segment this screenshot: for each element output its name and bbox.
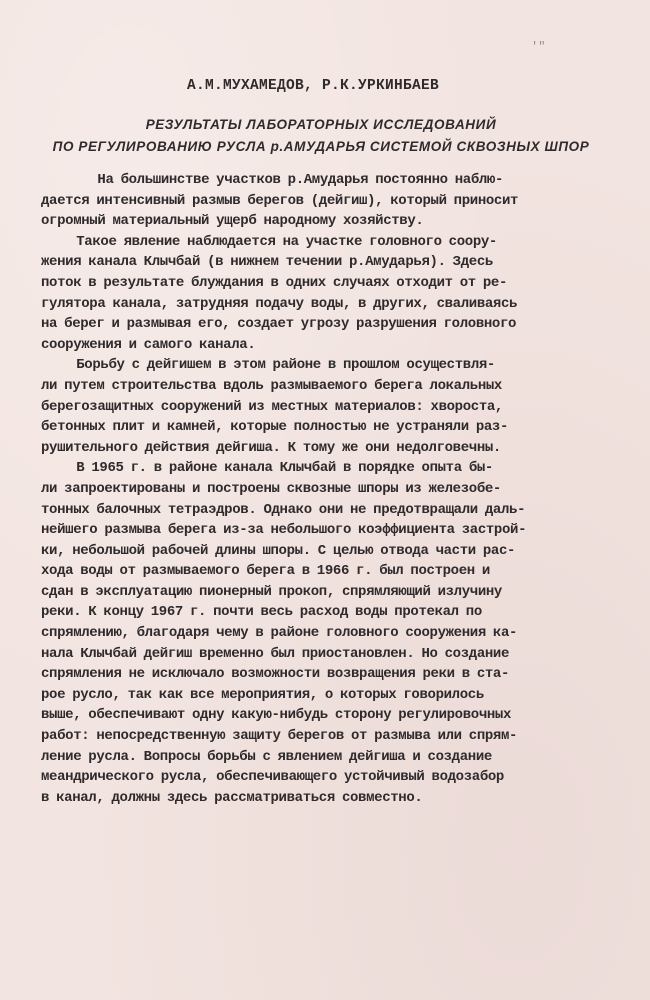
text-line: жения канала Клычбай (в нижнем течении р.Амударья). Здесь: [41, 254, 493, 271]
text-line: спрямлению, благодаря чему в районе головного сооружения ка-: [41, 625, 518, 642]
text-line: нейшего размыва берега из-за небольшого коэффициента застрой-: [41, 522, 527, 539]
text-line: рое русло, так как все мероприятия, о которых говорилось: [41, 686, 484, 703]
authors: А.М.МУХАМЕДОВ, Р.К.УРКИНБАЕВ: [186, 78, 440, 94]
text-line: ли запроектированы и построены сквозные шпоры из железобе-: [41, 480, 501, 497]
text-line: выше, обеспечивают одну какую-нибудь сторону регулировочных: [41, 707, 512, 724]
text-line: в канал, должны здесь рассматриваться совместно.: [41, 789, 423, 806]
text-line: гулятора канала, затрудняя подачу воды, в других, сваливаясь: [41, 295, 518, 312]
corner-mark: '": [531, 40, 546, 54]
text-line: сооружения и самого канала.: [41, 336, 256, 353]
text-line: хода воды от размываемого берега в 1966 г. был построен и: [41, 563, 490, 580]
text-line: Такое явление наблюдается на участке головного соору-: [41, 233, 497, 250]
text-line: рушительного действия дейгиша. К тому же они недолговечны.: [41, 439, 501, 456]
text-line: работ: непосредственную защиту берегов от размыва или спрям-: [41, 728, 518, 745]
text-line: дается интенсивный размыв берегов (дейгиш), который приносит: [41, 192, 519, 209]
text-line: ли путем строительства вдоль размываемого берега локальных: [41, 377, 502, 394]
text-line: ление русла. Вопросы борьбы с явлением дейгиша и создание: [41, 748, 492, 765]
document-title: [0, 114, 646, 158]
text-line: бетонных плит и камней, которые полностью не устраняли раз-: [41, 419, 509, 436]
text-line: На большинстве участков р.Амударья постоянно наблю-: [41, 172, 504, 188]
text-line: огромный материальный ущерб народному хозяйству.: [41, 213, 424, 230]
text-line: В 1965 г. в районе канала Клычбай в порядке опыта бы-: [41, 460, 493, 477]
text-line: на берег и размывая его, создает угрозу разрушения головного: [41, 316, 517, 333]
title-line: ПО РЕГУЛИРОВАНИЮ РУСЛА р.АМУДАРЬЯ СИСТЕМОЙ СКВОЗНЫХ ШПОР: [52, 139, 590, 154]
text-line: Борьбу с дейгишем в этом районе в прошлом осуществля-: [41, 357, 495, 374]
text-line: реки. К концу 1967 г. почти весь расход воды протекал по: [41, 604, 482, 621]
text-line: нала Клычбай дейгиш временно был приостановлен. Но создание: [41, 645, 510, 662]
title-line: РЕЗУЛЬТАТЫ ЛАБОРАТОРНЫХ ИССЛЕДОВАНИЙ: [145, 117, 497, 132]
text-line: меандрического русла, обеспечивающего устойчивый водозабор: [41, 769, 504, 786]
body-text: [41, 170, 561, 808]
text-line: тонных балочных тетраэдров. Однако они не предотвращали даль-: [41, 501, 526, 518]
text-line: сдан в эксплуатацию пионерный прокоп, спрямляющий излучину: [41, 583, 502, 600]
text-line: ки, небольшой рабочей длины шпоры. С целью отвода части рас-: [41, 542, 516, 559]
text-line: спрямления не исключало возможности возвращения реки в ста-: [41, 666, 510, 683]
text-line: берегозащитных сооружений из местных материалов: хвороста,: [41, 398, 503, 415]
text-line: поток в результате блуждания в одних случаях отходит от ре-: [41, 274, 508, 291]
